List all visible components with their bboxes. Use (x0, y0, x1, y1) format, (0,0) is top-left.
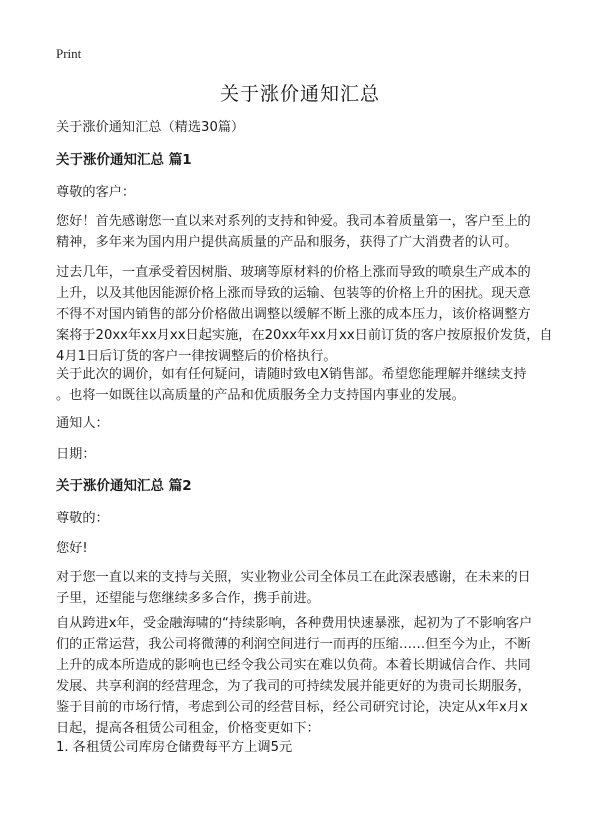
text-line: 对于您一直以来的支持与关照，实业物业公司全体员工在此深表感谢，在未来的日 (56, 570, 531, 585)
list-item: 1. 各租赁公司库房仓储费每平方上调5元 (56, 740, 293, 755)
notifier-label: 通知人： (56, 416, 109, 431)
text-line: 上升，以及其他因能源价格上涨而导致的运输、包装等的价格上升的困扰。现天意 (56, 286, 531, 301)
text-line: 不得不对国内销售的部分价格做出调整以缓解不断上涨的成本压力，该价格调整方 (56, 307, 531, 322)
paragraph-1-2 (56, 262, 553, 367)
text-line: 过去几年，一直承受着因树脂、玻璃等原材料的价格上涨而导致的喷泉生产成本的 (56, 265, 531, 280)
text-line: 发展、共享利润的经营理念，为了我司的可持续发展并能更好的为贵司长期服务， (56, 679, 531, 694)
text-line: 精神，多年来为国内用户提供高质量的产品和服务，获得了广大消费者的认可。 (56, 235, 518, 250)
subtitle: 关于涨价通知汇总（精选30篇） (56, 120, 245, 135)
page-title: 关于涨价通知汇总 (219, 83, 380, 105)
salutation-2: 尊敬的： (56, 511, 109, 526)
greeting-2: 您好! (56, 541, 88, 556)
print-label: Print (56, 46, 82, 61)
paragraph-2-1 (56, 567, 548, 609)
paragraph-1-3 (56, 364, 548, 406)
section-heading-2: 关于涨价通知汇总 篇2 (56, 478, 192, 494)
text-line: 您好！首先感谢您一直以来对系列的支持和钟爱。我司本着质量第一，客户至上的 (56, 214, 531, 229)
text-line: 。也将一如既往以高质量的产品和优质服务全力支持国内事业的发展。 (56, 388, 465, 403)
text-line: 自从跨进x年，受金融海啸的“持续影响，各种费用快速暴涨，起初为了不影响客户 (56, 616, 533, 631)
text-line: 子里，还望能与您继续多多合作，携手前进。 (56, 591, 320, 606)
salutation-1: 尊敬的客户： (56, 185, 136, 200)
paragraph-2-2 (56, 613, 548, 739)
date-label: 日期： (56, 447, 96, 462)
section-heading-1: 关于涨价通知汇总 篇1 (56, 152, 192, 168)
paragraph-1-1 (56, 211, 548, 253)
text-line: 4月1日后订货的客户一律按调整后的价格执行。 (56, 349, 337, 364)
text-line: 关于此次的调价，如有任何疑问，请随时致电X销售部。希望您能理解并继续支持 (56, 367, 527, 382)
text-line: 上升的成本所造成的影响也已经令我公司实在难以负荷。本着长期诚信合作、共同 (56, 658, 531, 673)
text-line: 案将于20xx年xx月xx日起实施，在20xx年xx月xx日前订货的客户按原报价发货，自 (56, 328, 553, 343)
text-line: 日起，提高各租赁公司租金，价格变更如下： (56, 721, 320, 736)
text-line: 们的正常运营，我公司将微薄的利润空间进行一而再的压缩……但至今为止，不断 (56, 637, 531, 652)
text-line: 鉴于目前的市场行情，考虑到公司的经营目标，经公司研究讨论，决定从x年x月x (56, 700, 528, 715)
